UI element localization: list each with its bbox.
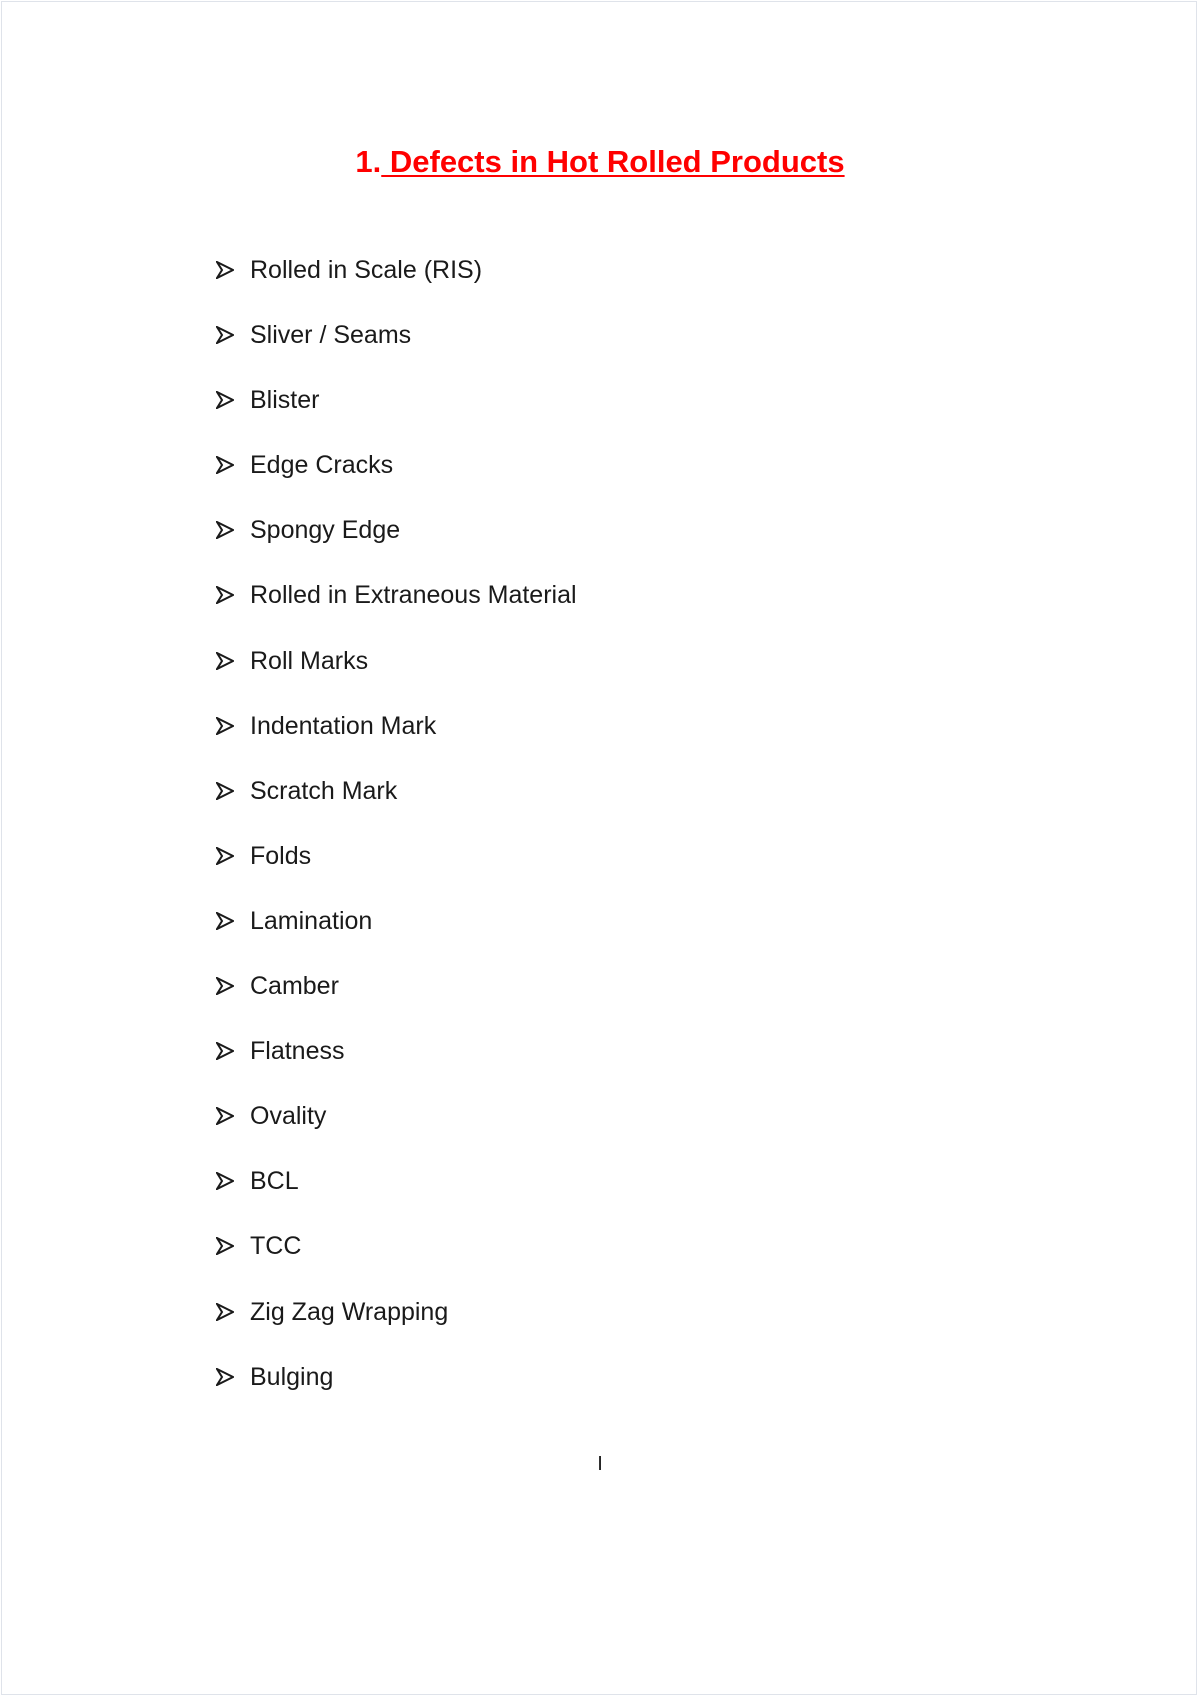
arrowhead-bullet-icon	[216, 645, 250, 677]
page-number: I	[597, 1453, 603, 1475]
list-item-label: Rolled in Extraneous Material	[250, 581, 577, 610]
list-item-label: Flatness	[250, 1037, 345, 1066]
arrowhead-bullet-icon	[216, 1230, 250, 1262]
arrowhead-bullet-icon	[216, 449, 250, 481]
arrowhead-bullet-icon	[216, 905, 250, 937]
list-item	[216, 1361, 577, 1426]
arrowhead-bullet-icon	[216, 710, 250, 742]
list-item	[216, 319, 577, 384]
list-item-label: Ovality	[250, 1102, 327, 1131]
list-item	[216, 384, 577, 449]
arrowhead-bullet-icon	[216, 384, 250, 416]
list-item	[216, 970, 577, 1035]
list-item	[216, 710, 577, 775]
list-item-label: Blister	[250, 386, 320, 415]
arrowhead-bullet-icon	[216, 514, 250, 546]
list-item-label: Folds	[250, 841, 312, 870]
arrowhead-bullet-icon	[216, 579, 250, 611]
arrowhead-bullet-icon	[216, 254, 250, 286]
list-item-label: Zig Zag Wrapping	[250, 1297, 449, 1326]
arrowhead-bullet-icon	[216, 1035, 250, 1067]
list-item	[216, 905, 577, 970]
list-item-label: Sliver / Seams	[250, 321, 412, 350]
page	[1, 1, 1197, 1695]
list-item	[216, 514, 577, 579]
arrowhead-bullet-icon	[216, 1296, 250, 1328]
arrowhead-bullet-icon	[216, 775, 250, 807]
list-item	[216, 1035, 577, 1100]
list-item	[216, 1100, 577, 1165]
list-item-label: Spongy Edge	[250, 516, 401, 545]
defect-list	[216, 254, 577, 1426]
list-item	[216, 775, 577, 840]
page-title	[0, 142, 1200, 182]
list-item-label: Roll Marks	[250, 646, 369, 675]
list-item-label: Rolled in Scale (RIS)	[250, 256, 483, 284]
list-item	[216, 579, 577, 644]
list-item-label: Indentation Mark	[250, 711, 437, 740]
title-number: 1.	[355, 144, 382, 179]
arrowhead-bullet-icon	[216, 970, 250, 1002]
list-item-label: TCC	[250, 1232, 302, 1261]
arrowhead-bullet-icon	[216, 319, 250, 351]
arrowhead-bullet-icon	[216, 840, 250, 872]
list-item-label: BCL	[250, 1167, 299, 1196]
list-item	[216, 645, 577, 710]
list-item-label: Edge Cracks	[250, 451, 394, 480]
list-item-label: Camber	[250, 972, 339, 1001]
list-item	[216, 840, 577, 905]
list-item-label: Lamination	[250, 906, 373, 935]
list-item	[216, 1165, 577, 1230]
list-item	[216, 1296, 577, 1361]
title-text: Defects in Hot Rolled Products	[381, 144, 845, 179]
arrowhead-bullet-icon	[216, 1361, 250, 1393]
arrowhead-bullet-icon	[216, 1100, 250, 1132]
list-item	[216, 449, 577, 514]
list-item	[216, 254, 577, 319]
list-item-label: Scratch Mark	[250, 776, 398, 805]
list-item-label: Bulging	[250, 1362, 334, 1391]
arrowhead-bullet-icon	[216, 1165, 250, 1197]
list-item	[216, 1230, 577, 1295]
